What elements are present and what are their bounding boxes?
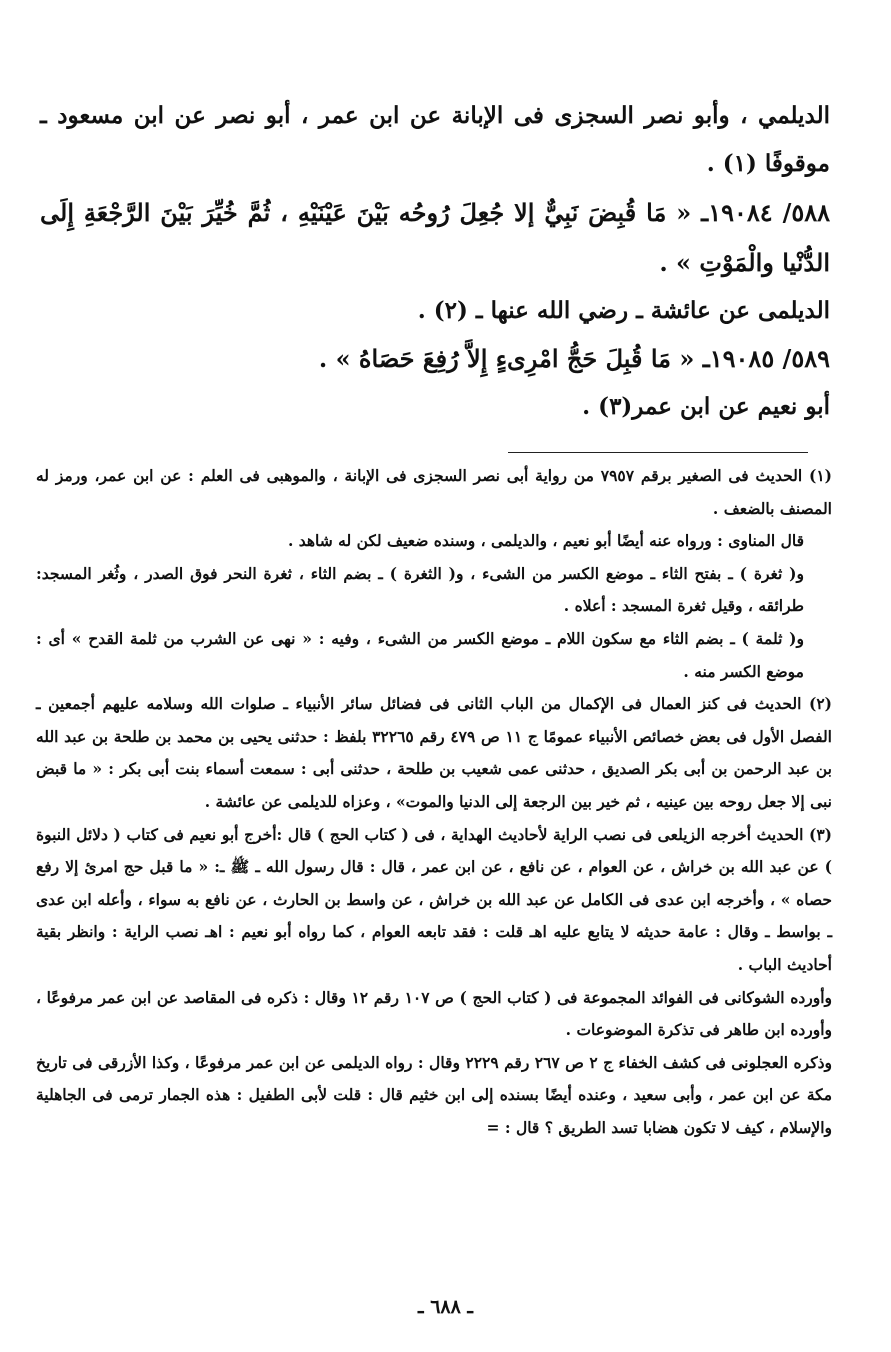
- footnote-divider: [508, 452, 808, 453]
- hadith-588-source: الديلمى عن عائشة ـ رضي الله عنها ـ (٢) .: [417, 297, 830, 324]
- footnote-1-para-3: و( ثغرة ) ـ بفتح الثاء ـ موضع الكسر من الشىء ، و( الثغرة ) ـ بضم الثاء ، ثغرة النحر فوق الصدر ، وثُغر المسجد: طرائقه ، وقيل ثغرة المسجد : أعلاه .: [36, 563, 804, 616]
- page-number: ـ ٦٨٨ ـ: [418, 1296, 473, 1318]
- hadith-588: ٥٨٨/ ١٩٠٨٤ـ « مَا قُبِضَ نَبِيٌّ إلا جُعِلَ رُوحُه بَيْنَ عَيْنَيْهِ ، ثُمَّ خُيِّرَ بَيْنَ الرَّجْعَةِ إِلَى الدُّنْيا والْمَوْتِ » .: [40, 198, 831, 277]
- footnote-3-para-3: وذكره العجلونى فى كشف الخفاء ج ٢ ص ٢٦٧ رقم ٢٢٢٩ وقال : رواه الديلمى عن ابن عمر مرفوعًا ، وكذا الأزرقى فى تاريخ مكة عن ابن عمر ، وأبى سعيد ، وعنده أيضًا بسنده إلى ابن خثيم قال : قلت لأبى الطفيل : هذه الجمار ترمى فى الجاهلية والإسلام ، كيف لا تكون هضابا تسد الطريق ؟ قال : =: [36, 1052, 832, 1137]
- main-text: [40, 92, 830, 430]
- footnotes: [36, 460, 832, 1144]
- footnote-1-para-1: (١) الحديث فى الصغير برقم ٧٩٥٧ من رواية أبى نصر السجزى فى الإبانة ، والموهبى فى العلم : عن ابن عمر، ورمز له المصنف بالضعف .: [36, 466, 832, 518]
- hadith-589-source: أبو نعيم عن ابن عمر(٣) .: [582, 393, 830, 420]
- footnote-3-para-2: وأورده الشوكانى فى الفوائد المجموعة فى ( كتاب الحج ) ص ١٠٧ رقم ١٢ وقال : ذكره فى المقاصد عن ابن عمر مرفوعًا ، وأورده ابن طاهر فى تذكرة الموضوعات .: [36, 987, 833, 1040]
- footnote-1-para-4: و( ثلمة ) ـ بضم الثاء مع سكون اللام ـ موضع الكسر من الشىء ، وفيه : « نهى عن الشرب من ثلمة القدح » أى : موضع الكسر منه .: [36, 628, 804, 681]
- footnote-3-para-1: (٣) الحديث أخرجه الزيلعى فى نصب الراية لأحاديث الهداية ، فى ( كتاب الحج ) قال :أخرج أبو نعيم فى كتاب ( دلائل النبوة ) عن عبد الله بن خراش ، عن العوام ، عن نافع ، عن ابن عمر ، قال : قال رسول الله ـ ﷺ ـ: « ما قبل حج امرئ إلا رفع حصاه » ، وأخرجه ابن عدى فى الكامل عن عبد الله بن خراش ، عن واسط بن الحارث ، عن نافع به سواء ، وأعله ابن عدى ـ بواسط ـ وقال : عامة حديثه لا يتابع عليه اهـ قلت : فقد تابعه العوام ، كما رواه أبو نعيم : اهـ نصب الراية : وانظر بقية أحاديث الباب .: [36, 824, 832, 974]
- footnote-2: (٢) الحديث فى كنز العمال فى الإكمال من الباب الثانى فى فضائل سائر الأنبياء ـ صلوات الله وسلامه عليهم أجمعين ـ الفصل الأول فى بعض خصائص الأنبياء عمومًا ج ١١ ص ٤٧٩ رقم ٣٢٢٦٥ بلفظ : حدثنى يحيى بن محمد بن طلحة بن عبد الله بن عبد الرحمن بن أبى بكر الصديق ، حدثنى عمى شعيب بن طلحة ، حدثنى أبى : سمعت أسماء بنت أبى بكر : « ما قبض نبى إلا جعل روحه بين عينيه ، ثم خير بين الرجعة إلى الدنيا والموت» ، وعزاه للديلمى عن عائشة .: [36, 694, 832, 811]
- hadith-589: ٥٨٩/ ١٩٠٨٥ـ « مَا قُبِلَ حَجُّ امْرِىءٍ إِلاَّ رُفِعَ حَصَاهُ » .: [318, 344, 830, 373]
- footnote-1-para-2: قال المناوى : ورواه عنه أيضًا أبو نعيم ، والديلمى ، وسنده ضعيف لكن له شاهد .: [287, 531, 804, 551]
- main-line-1: الديلمي ، وأبو نصر السجزى فى الإبانة عن ابن عمر ، أبو نصر عن ابن مسعود ـ موقوفًا (١) .: [40, 102, 830, 177]
